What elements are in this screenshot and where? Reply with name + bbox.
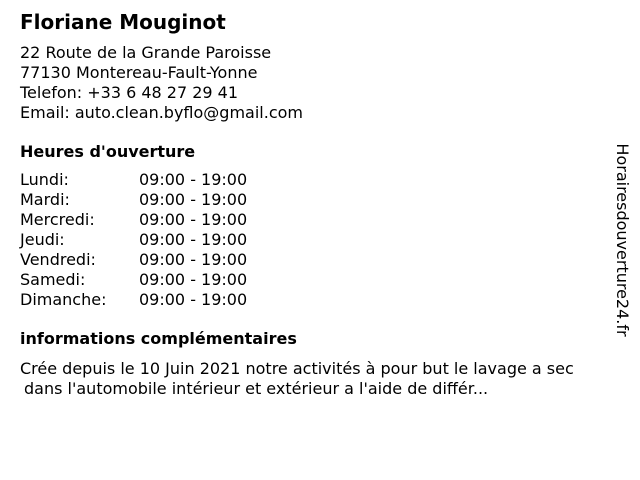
day-label: Vendredi:: [20, 250, 96, 269]
hours-row-saturday: [20, 270, 610, 290]
hours-row-thursday: [20, 230, 610, 250]
hours-row-sunday: [20, 290, 610, 310]
brand-watermark: Horairesdouverture24.fr: [613, 143, 632, 337]
time-range: 09:00 - 19:00: [139, 290, 248, 309]
day-label: Dimanche:: [20, 290, 107, 309]
hours-row-wednesday: [20, 210, 610, 230]
phone-text: Telefon: +33 6 48 27 29 41: [20, 83, 239, 102]
description: [20, 359, 610, 399]
email-text: Email: auto.clean.byflo@gmail.com: [20, 103, 303, 122]
contact-block: [20, 43, 610, 123]
business-name: Floriane Mouginot: [20, 10, 226, 34]
address-line-street: 22 Route de la Grande Paroisse: [20, 43, 272, 62]
description-line-1: Crée depuis le 10 Juin 2021 notre activités à pour but le lavage a sec: [20, 359, 574, 378]
time-range: 09:00 - 19:00: [139, 230, 248, 249]
day-label: Mardi:: [20, 190, 70, 209]
opening-hours-list: [20, 170, 610, 310]
time-range: 09:00 - 19:00: [139, 210, 248, 229]
business-card: [20, 10, 610, 399]
day-label: Samedi:: [20, 270, 86, 289]
time-range: 09:00 - 19:00: [139, 270, 248, 289]
hours-heading: Heures d'ouverture: [20, 142, 196, 161]
time-range: 09:00 - 19:00: [139, 170, 248, 189]
info-heading: informations complémentaires: [20, 329, 297, 348]
time-range: 09:00 - 19:00: [139, 250, 248, 269]
address-line-city: 77130 Montereau-Fault-Yonne: [20, 63, 258, 82]
day-label: Jeudi:: [20, 230, 65, 249]
time-range: 09:00 - 19:00: [139, 190, 248, 209]
hours-row-monday: [20, 170, 610, 190]
hours-row-friday: [20, 250, 610, 270]
day-label: Lundi:: [20, 170, 69, 189]
description-line-2: dans l'automobile intérieur et extérieur a l'aide de différ...: [24, 379, 489, 398]
hours-row-tuesday: [20, 190, 610, 210]
day-label: Mercredi:: [20, 210, 95, 229]
